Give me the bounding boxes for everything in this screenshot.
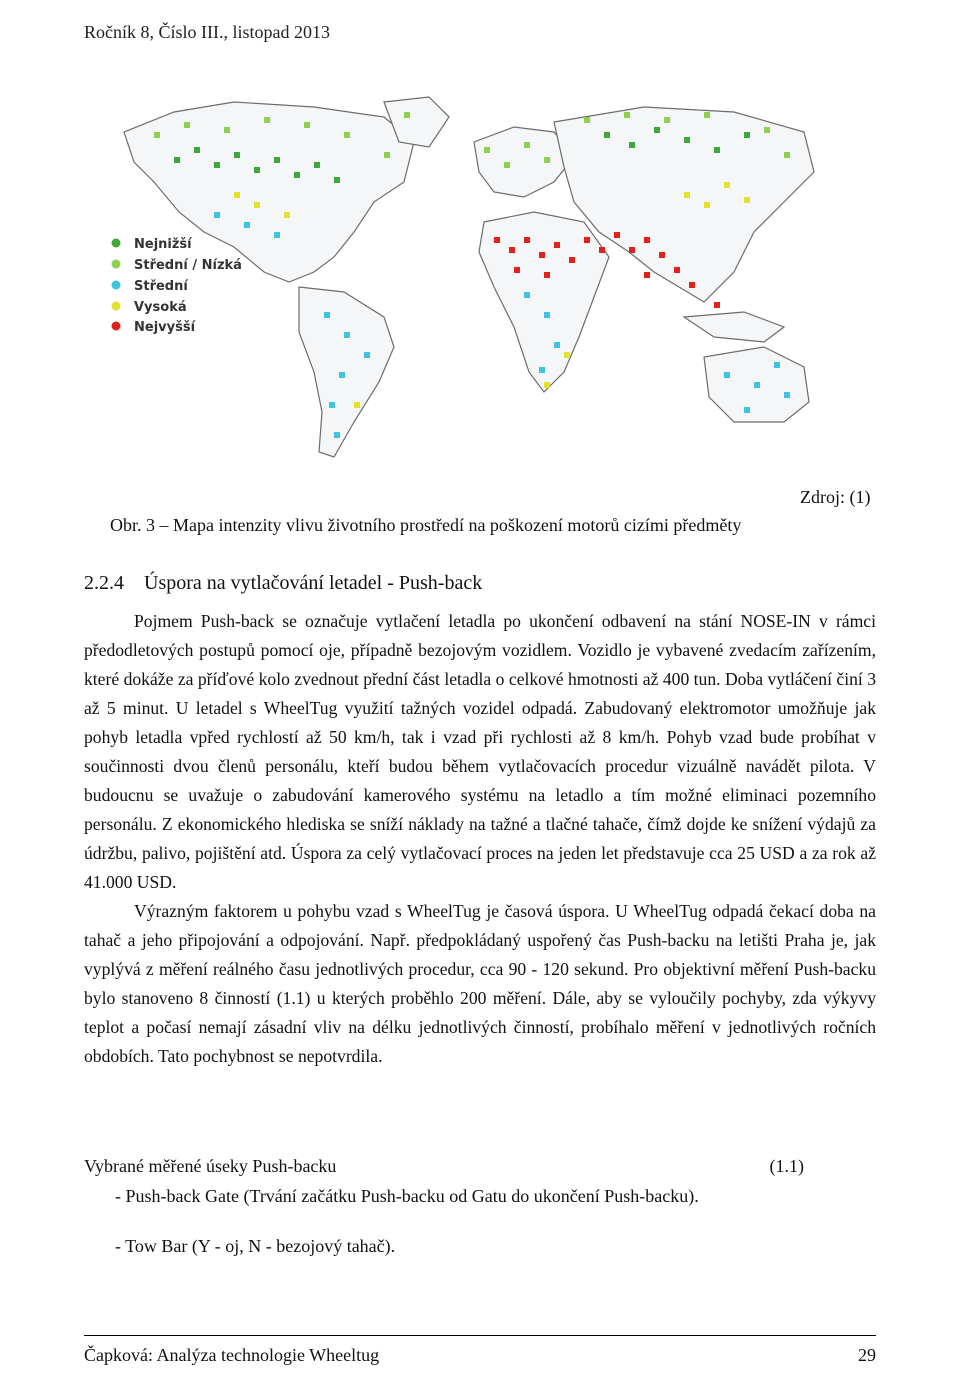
legend-label-3: Vysoká	[134, 300, 187, 315]
legend-dot-4	[112, 322, 121, 331]
section-title: Úspora na vytlačování letadel - Push-back	[144, 572, 483, 594]
list-heading-line	[84, 1156, 804, 1177]
legend-label-2: Střední	[134, 279, 188, 294]
list-item-2: - Tow Bar (Y - oj, N - bezojový tahač).	[115, 1236, 396, 1256]
footer-divider	[84, 1335, 876, 1336]
legend-label-0: Nejnižší	[134, 237, 192, 252]
figure-caption: Obr. 3 – Mapa intenzity vlivu životního prostředí na poškození motorů cizími předměty	[110, 515, 742, 535]
continents	[124, 97, 814, 457]
world-map	[84, 72, 828, 472]
map-legend	[112, 237, 242, 335]
section-number: 2.2.4	[84, 572, 124, 594]
equation-number: (1.1)	[769, 1156, 804, 1176]
legend-dot-0	[112, 239, 121, 248]
legend-dot-1	[112, 260, 121, 269]
legend-dot-3	[112, 302, 121, 311]
list-item-1: - Push-back Gate (Trvání začátku Push-backu od Gatu do ukončení Push-backu).	[115, 1186, 699, 1206]
page-footer	[84, 1345, 876, 1366]
legend-label-4: Nejvyšší	[134, 320, 196, 335]
indonesia-shape	[684, 312, 784, 342]
north-america-shape	[124, 102, 414, 282]
list-heading: Vybrané měřené úseky Push-backu	[84, 1156, 337, 1176]
page-header: Ročník 8, Číslo III., listopad 2013	[84, 22, 330, 42]
south-america-shape	[299, 287, 394, 457]
paragraph-1: Pojmem Push-back se označuje vytlačení letadla po ukončení odbavení na stání NOSE-IN v rámci předodletových postupů pomocí oje, případně bezojovým vozidlem. Vozidlo je vybavené zvedacím zařízením, které dokáže za příďové kolo zvednout přední část letadla o celkové hmotnosti až 400 tun. Doba vytláčení činí 3 až 5 minut. U letadel s WheelTug využití tažných vozidel odpadá. Zabudovaný elektromotor umožňuje jak pohyb letadla vpřed rychlostí až 50 km/h, tak i vzad při rychlosti až 8 km/h. Pohyb vzad bude probíhat v součinnosti dvou členů personálu, kteří budou během vytlačovacích procedur vizuálně navádět pilota. V budoucnu se uvažuje o zabudování kamerového systému na letadlo a tím možné eliminaci pozemního personálu. Z ekonomického hlediska se sníží náklady na tažné a tlačné tahače, čímž dojde ke snížení výdajů za údržbu, palivo, pojištění atd. Úspora za celý vytlačovací proces na jeden let představuje cca 25 USD a za rok až 41.000 USD.	[84, 611, 876, 892]
legend-label-1: Střední / Nízká	[134, 258, 242, 273]
section-heading	[84, 572, 482, 595]
figure-source: Zdroj: (1)	[800, 487, 871, 507]
body-text	[84, 607, 876, 1071]
paragraph-2: Výrazným faktorem u pohybu vzad s WheelTug je časová úspora. U WheelTug odpadá čekací doba na tahač a jeho připojování a odpojování. Např. předpokládaný uspořený čas Push-backu na letišti Praha je, jak vyplývá z měření reálného času jednotlivých procedur, cca 90 - 120 sekund. Pro objektivní měření Push-backu bylo stanoveno 8 činností (1.1) u kterých proběhlo 200 měření. Dále, aby se vyloučily pochyby, zda výkyvy teplot a počasí nemají zásadní vliv na délku jednotlivých činností, probíhalo měření v jednotlivých ročních obdobích. Tato pochybnost se nepotvrdila.	[84, 901, 876, 1066]
legend-dot-2	[112, 281, 121, 290]
footer-author-title: Čapková: Analýza technologie Wheeltug	[84, 1345, 380, 1365]
world-map-figure	[84, 72, 828, 472]
page-number: 29	[858, 1345, 876, 1365]
